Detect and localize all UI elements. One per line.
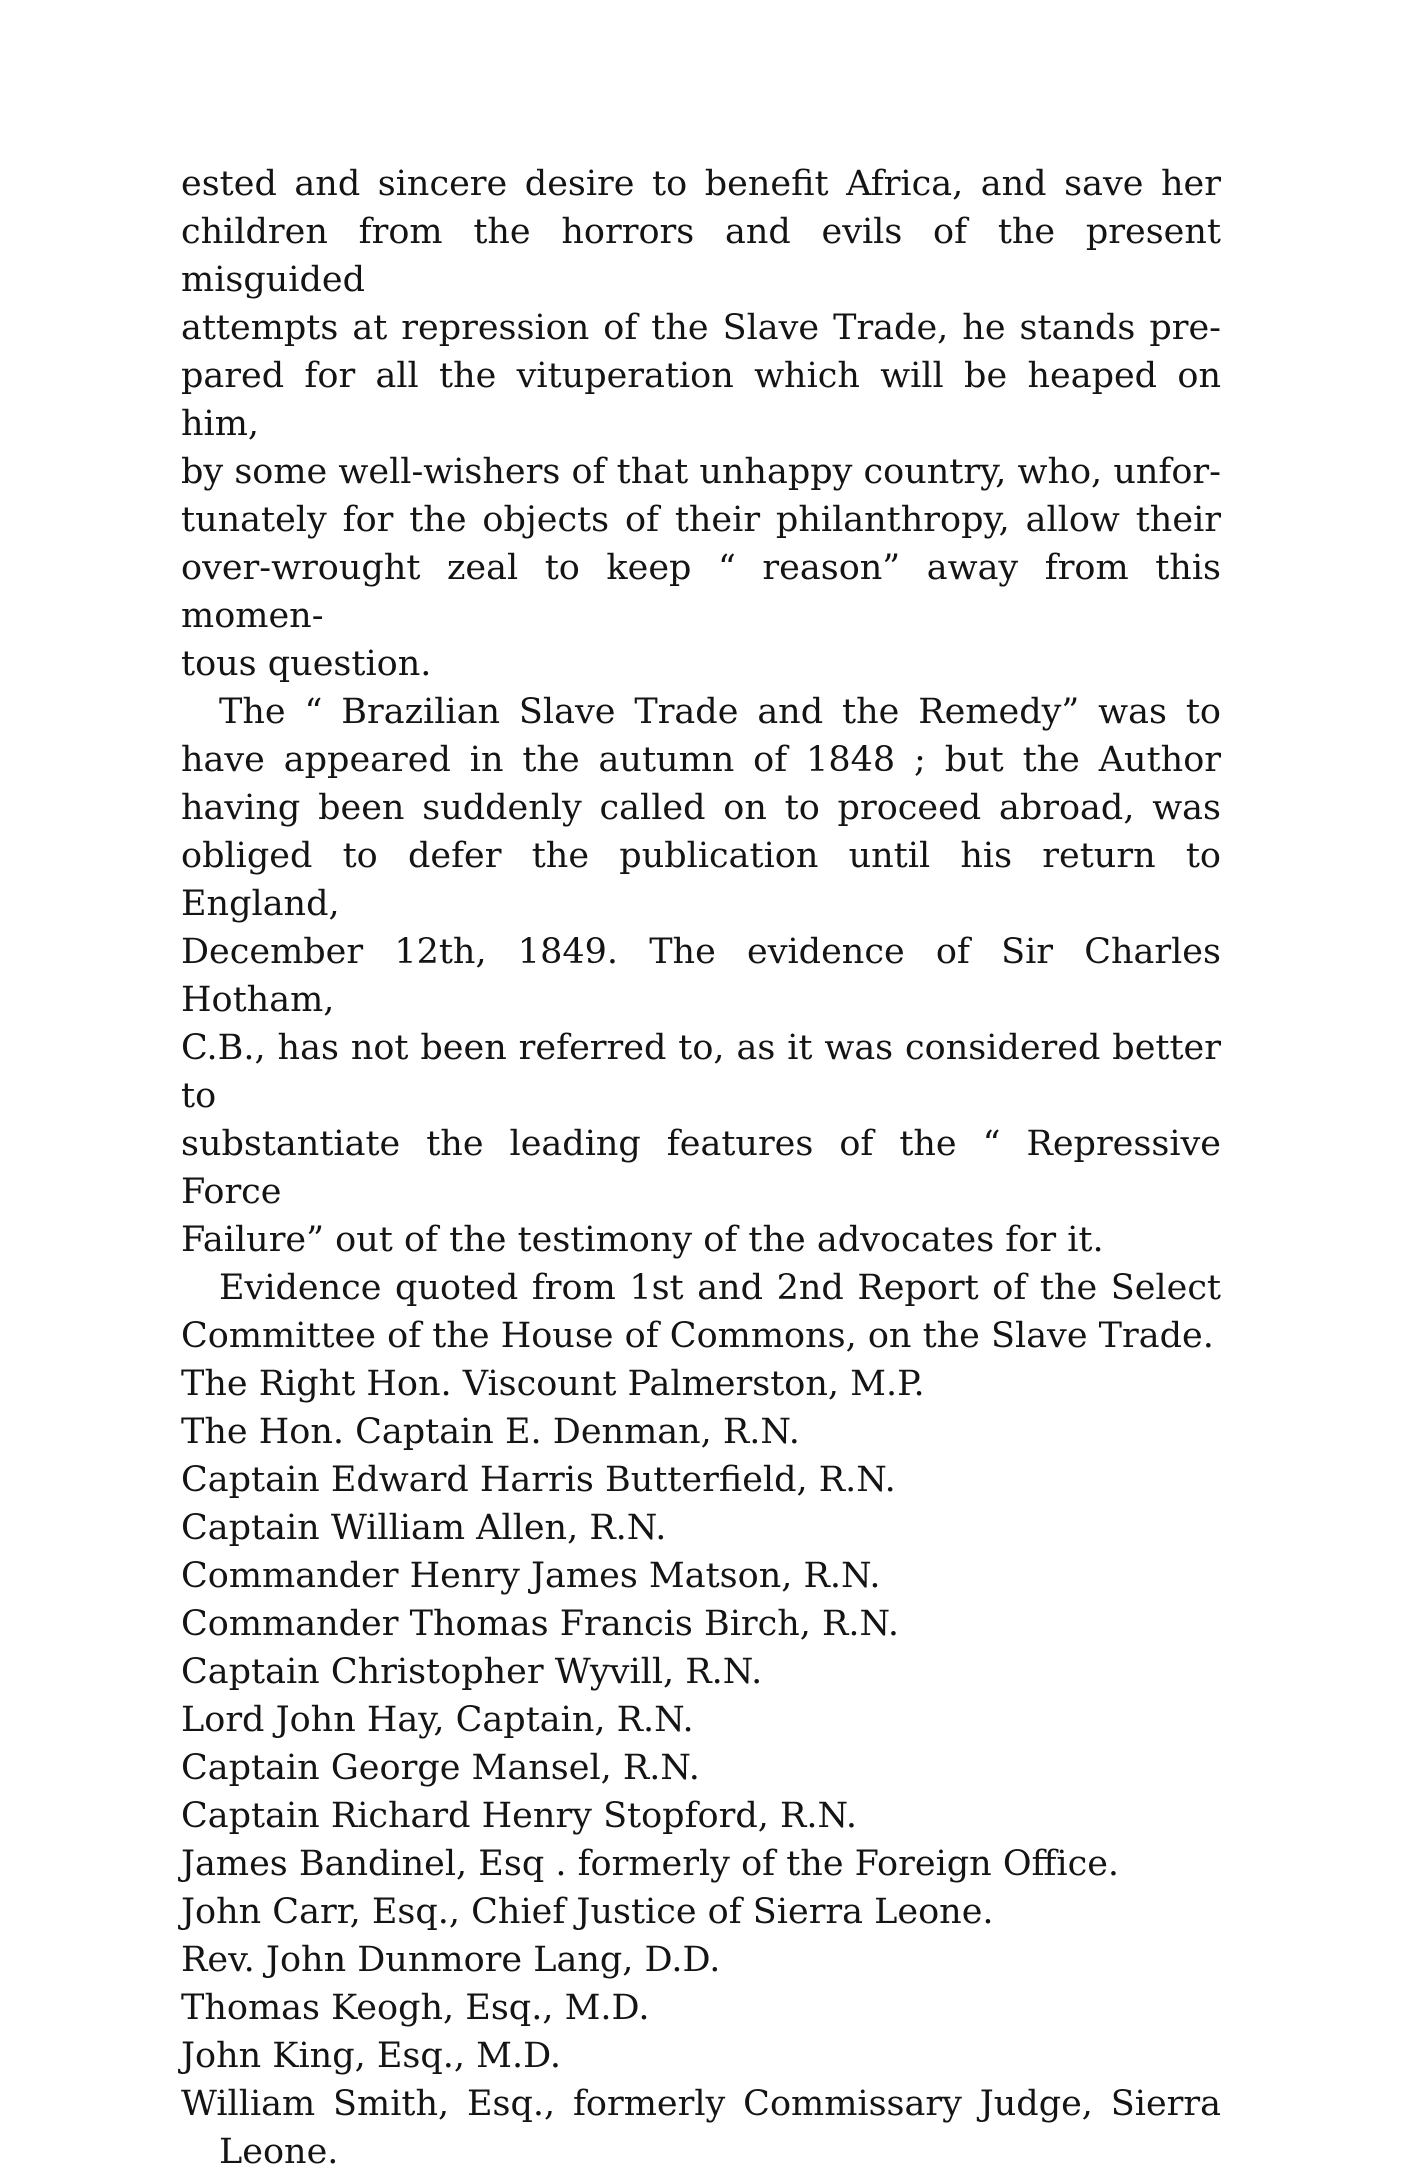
text-line: tunately for the objects of their philanthropy, allow their bbox=[181, 500, 1221, 540]
list-item: Captain Christopher Wyvill, R.N. bbox=[181, 1652, 763, 1692]
body-text bbox=[181, 160, 1221, 2176]
list-item: Lord John Hay, Captain, R.N. bbox=[181, 1700, 694, 1740]
list-item: John King, Esq., M.D. bbox=[181, 2036, 562, 2076]
list-item: Captain Edward Harris Butterfield, R.N. bbox=[181, 1460, 896, 1500]
paragraph-continuation bbox=[181, 160, 1221, 688]
list-item-continuation: Leone. bbox=[219, 2132, 339, 2172]
text-line: children from the horrors and evils of the present misguided bbox=[181, 212, 1221, 300]
text-line: Committee of the House of Commons, on the Slave Trade. bbox=[181, 1316, 1214, 1356]
list-item: William Smith, Esq., formerly Commissary Judge, Sierra bbox=[181, 2084, 1221, 2124]
text-line: December 12th, 1849. The evidence of Sir Charles Hotham, bbox=[181, 932, 1221, 1020]
list-item: Commander Henry James Matson, R.N. bbox=[181, 1556, 881, 1596]
text-line: ested and sincere desire to benefit Africa, and save her bbox=[181, 164, 1221, 204]
list-item: James Bandinel, Esq . formerly of the Foreign Office. bbox=[181, 1844, 1120, 1884]
list-item: Commander Thomas Francis Birch, R.N. bbox=[181, 1604, 900, 1644]
list-item: John Carr, Esq., Chief Justice of Sierra Leone. bbox=[181, 1892, 994, 1932]
list-item: Captain Richard Henry Stopford, R.N. bbox=[181, 1796, 857, 1836]
text-line: C.B., has not been referred to, as it was considered better to bbox=[181, 1028, 1221, 1116]
text-line: tous question. bbox=[181, 644, 432, 684]
text-line: Failure” out of the testimony of the advocates for it. bbox=[181, 1220, 1104, 1260]
witness-list bbox=[181, 1360, 1221, 2176]
list-item: Thomas Keogh, Esq., M.D. bbox=[181, 1988, 650, 2028]
text-line: having been suddenly called on to proceed abroad, was bbox=[181, 788, 1221, 828]
text-line: attempts at repression of the Slave Trade, he stands pre- bbox=[181, 308, 1221, 348]
paragraph-publication-note bbox=[181, 688, 1221, 1264]
text-line: The “ Brazilian Slave Trade and the Remedy” was to bbox=[219, 692, 1221, 732]
text-line: by some well-wishers of that unhappy country, who, unfor- bbox=[181, 452, 1221, 492]
list-item: The Hon. Captain E. Denman, R.N. bbox=[181, 1412, 800, 1452]
text-line: pared for all the vituperation which will be heaped on him, bbox=[181, 356, 1221, 444]
paragraph-evidence-heading bbox=[181, 1264, 1221, 1360]
text-line: substantiate the leading features of the “ Repressive Force bbox=[181, 1124, 1221, 1212]
list-item: Captain George Mansel, R.N. bbox=[181, 1748, 700, 1788]
text-line: over-wrought zeal to keep “ reason” away from this momen- bbox=[181, 548, 1221, 636]
list-item: The Right Hon. Viscount Palmerston, M.P. bbox=[181, 1364, 925, 1404]
list-item: Rev. John Dunmore Lang, D.D. bbox=[181, 1940, 721, 1980]
text-line: have appeared in the autumn of 1848 ; but the Author bbox=[181, 740, 1221, 780]
list-item: Captain William Allen, R.N. bbox=[181, 1508, 667, 1548]
text-line: Evidence quoted from 1st and 2nd Report of the Select bbox=[219, 1268, 1221, 1308]
text-line: obliged to defer the publication until his return to England, bbox=[181, 836, 1221, 924]
